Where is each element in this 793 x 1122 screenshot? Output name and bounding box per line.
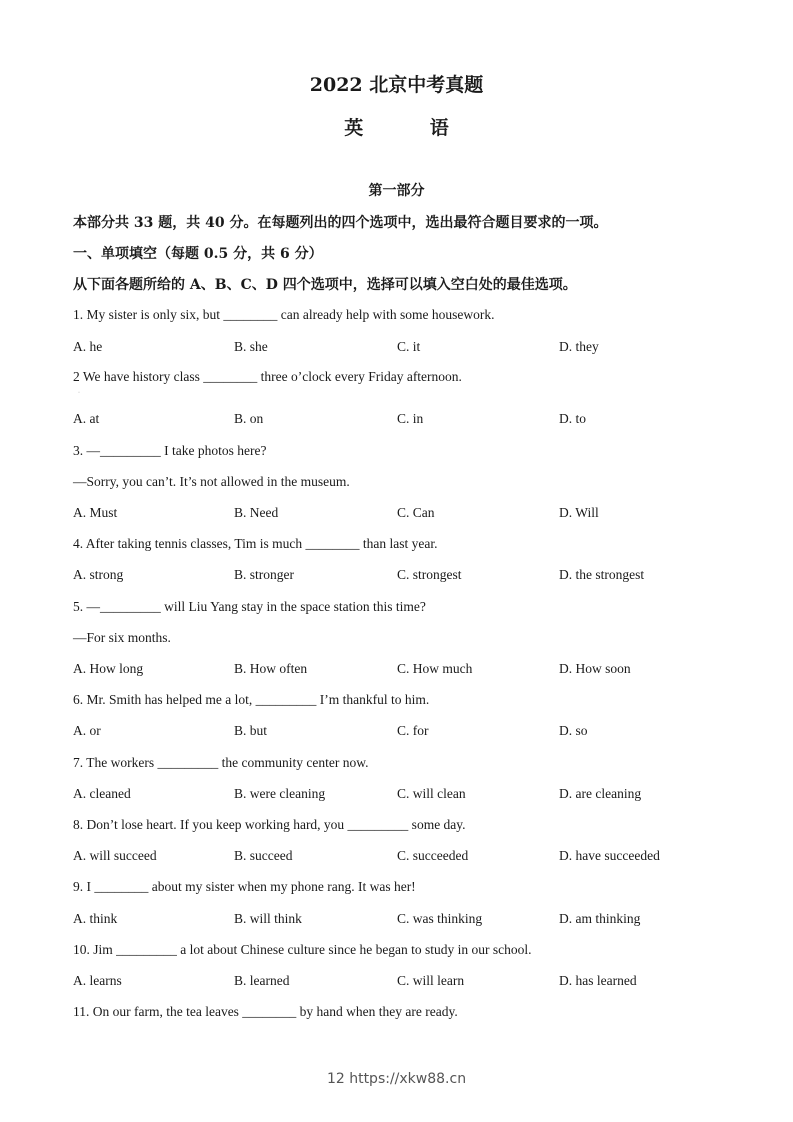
question-10-options xyxy=(73,973,723,991)
question-1-options xyxy=(73,339,723,357)
question-4: 4. After taking tennis classes, Tim is much ________ than last year. xyxy=(73,536,438,551)
option-c[interactable]: C. for xyxy=(397,723,429,738)
option-b[interactable]: B. were cleaning xyxy=(234,786,326,801)
question-2-options xyxy=(73,411,723,429)
question-9-options xyxy=(73,911,723,929)
option-a[interactable]: A. will succeed xyxy=(73,848,157,863)
option-b[interactable]: B. succeed xyxy=(234,848,293,863)
option-a[interactable]: A. he xyxy=(73,339,103,354)
option-c[interactable]: C. it xyxy=(397,339,421,354)
section-heading: 第一部分 xyxy=(368,183,425,199)
option-d[interactable]: D. have succeeded xyxy=(559,848,660,863)
question-5-options xyxy=(73,661,723,679)
option-d[interactable]: D. the strongest xyxy=(559,567,645,582)
section-summary: 本部分共 33 题，共 40 分。在每题列出的四个选项中，选出最符合题目要求的一项。 xyxy=(73,215,608,231)
option-a[interactable]: A. think xyxy=(73,911,118,926)
option-d[interactable]: D. am thinking xyxy=(559,911,641,926)
option-b[interactable]: B. How often xyxy=(234,661,308,676)
question-7-options xyxy=(73,786,723,804)
question-5: 5. —_________ will Liu Yang stay in the space station this time? xyxy=(73,599,426,614)
option-c[interactable]: C. How much xyxy=(397,661,473,676)
question-8-options xyxy=(73,848,723,866)
option-a[interactable]: A. cleaned xyxy=(73,786,131,801)
option-d[interactable]: D. so xyxy=(559,723,588,738)
option-a[interactable]: A. at xyxy=(73,411,100,426)
question-3-options xyxy=(73,505,723,523)
option-b[interactable]: B. learned xyxy=(234,973,290,988)
option-d[interactable]: D. has learned xyxy=(559,973,637,988)
option-c[interactable]: C. succeeded xyxy=(397,848,469,863)
option-a[interactable]: A. learns xyxy=(73,973,122,988)
option-a[interactable]: A. or xyxy=(73,723,101,738)
question-8: 8. Don’t lose heart. If you keep working hard, you _________ some day. xyxy=(73,817,466,832)
option-b[interactable]: B. Need xyxy=(234,505,279,520)
question-11: 11. On our farm, the tea leaves ________ by hand when they are ready. xyxy=(73,1004,458,1019)
question-10: 10. Jim _________ a lot about Chinese culture since he began to study in our school. xyxy=(73,942,532,957)
question-9: 9. I ________ about my sister when my phone rang. It was her! xyxy=(73,879,416,894)
option-c[interactable]: C. in xyxy=(397,411,424,426)
option-d[interactable]: D. Will xyxy=(559,505,599,520)
question-3: 3. —_________ I take photos here? xyxy=(73,443,267,458)
option-d[interactable]: D. they xyxy=(559,339,599,354)
option-b[interactable]: B. but xyxy=(234,723,268,738)
question-4-options xyxy=(73,567,723,585)
question-3-response: —Sorry, you can’t. It’s not allowed in the museum. xyxy=(73,474,350,489)
option-c[interactable]: C. Can xyxy=(397,505,435,520)
option-c[interactable]: C. strongest xyxy=(397,567,462,582)
option-d[interactable]: D. are cleaning xyxy=(559,786,642,801)
subject-title: 英 语 xyxy=(344,117,479,139)
option-d[interactable]: D. How soon xyxy=(559,661,631,676)
question-1: 1. My sister is only six, but ________ can already help with some housework. xyxy=(73,307,495,322)
question-5-response: —For six months. xyxy=(73,630,171,645)
option-c[interactable]: C. will learn xyxy=(397,973,465,988)
question-6-options xyxy=(73,723,723,741)
option-a[interactable]: A. Must xyxy=(73,505,118,520)
option-c[interactable]: C. was thinking xyxy=(397,911,483,926)
option-b[interactable]: B. will think xyxy=(234,911,302,926)
option-b[interactable]: B. stronger xyxy=(234,567,294,582)
question-7: 7. The workers _________ the community center now. xyxy=(73,755,369,770)
question-6: 6. Mr. Smith has helped me a lot, _________ I’m thankful to him. xyxy=(73,692,430,707)
option-a[interactable]: A. strong xyxy=(73,567,124,582)
page-footer: 12 https://xkw88.cn xyxy=(326,1071,467,1087)
exam-title: 2022 北京中考真题 xyxy=(309,74,484,96)
option-b[interactable]: B. on xyxy=(234,411,264,426)
part-heading: 一、单项填空（每题 0.5 分，共 6 分） xyxy=(73,246,323,262)
option-d[interactable]: D. to xyxy=(559,411,586,426)
part-direction: 从下面各题所给的 A、B、C、D 四个选项中，选择可以填入空白处的最佳选项。 xyxy=(73,277,577,293)
option-b[interactable]: B. she xyxy=(234,339,268,354)
option-c[interactable]: C. will clean xyxy=(397,786,466,801)
option-a[interactable]: A. How long xyxy=(73,661,144,676)
stray-dot: · xyxy=(78,390,80,396)
question-2: 2 We have history class ________ three o’clock every Friday afternoon. xyxy=(73,369,462,384)
